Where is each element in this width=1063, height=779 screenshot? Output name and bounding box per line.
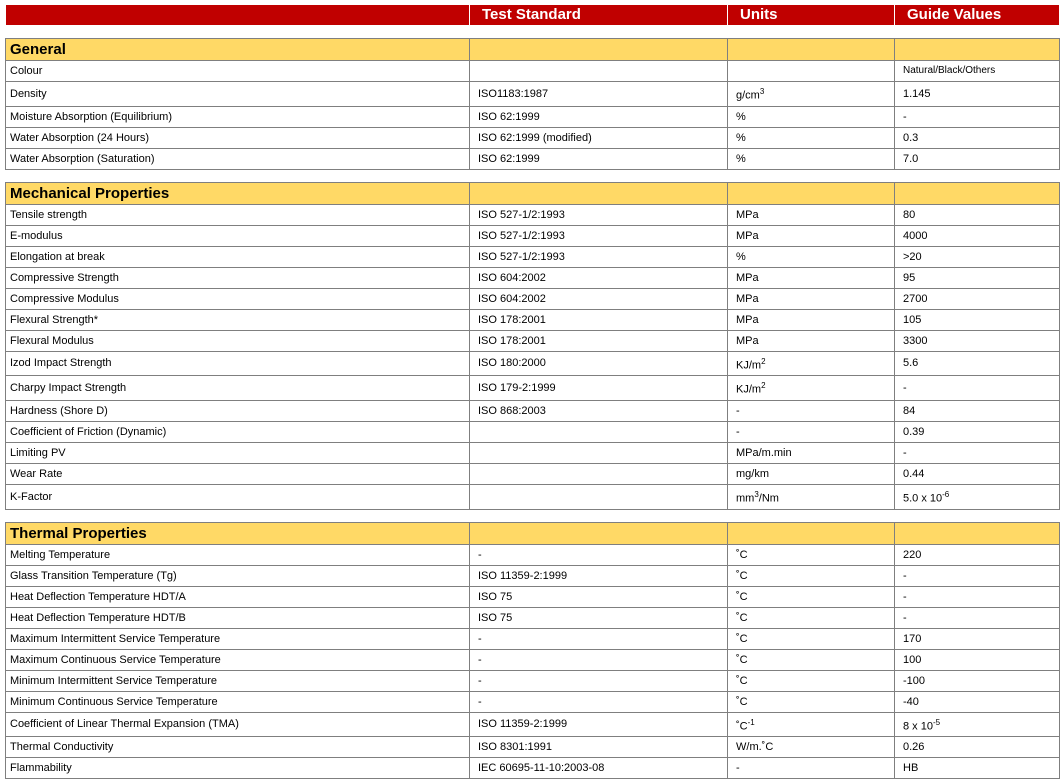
units-cell: $˚C^{-1}$ (728, 712, 895, 737)
units-cell: ˚C (728, 691, 895, 712)
property-cell: Coefficient of Linear Thermal Expansion (TMA) (6, 712, 470, 737)
property-cell: E-modulus (6, 225, 470, 246)
property-cell: Flammability (6, 758, 470, 779)
table-row (6, 463, 1060, 484)
table-row (6, 127, 1060, 148)
section-spacer (6, 26, 1060, 39)
section-header-cell (895, 522, 1060, 544)
test-standard-cell: - (470, 691, 728, 712)
table-row (6, 106, 1060, 127)
property-cell: Limiting PV (6, 442, 470, 463)
header-units: Units (728, 5, 895, 26)
table-row (6, 267, 1060, 288)
guide-value-cell: 7.0 (895, 148, 1060, 169)
property-cell: Maximum Intermittent Service Temperature (6, 628, 470, 649)
units-cell: ˚C (728, 670, 895, 691)
units-cell: MPa (728, 330, 895, 351)
test-standard-cell: ISO 604:2002 (470, 288, 728, 309)
guide-value-cell: - (895, 565, 1060, 586)
units-cell: MPa (728, 204, 895, 225)
spacer-cell (6, 509, 1060, 522)
guide-value-cell: Natural/Black/Others (895, 61, 1060, 82)
units-cell: ˚C (728, 628, 895, 649)
guide-value-cell: -40 (895, 691, 1060, 712)
section-spacer (6, 169, 1060, 182)
property-cell: K-Factor (6, 484, 470, 509)
test-standard-cell: - (470, 670, 728, 691)
guide-value-cell: HB (895, 758, 1060, 779)
property-cell: Heat Deflection Temperature HDT/B (6, 607, 470, 628)
units-cell: mg/km (728, 463, 895, 484)
units-cell: ˚C (728, 544, 895, 565)
guide-value-cell: 80 (895, 204, 1060, 225)
table-row (6, 204, 1060, 225)
units-cell: $KJ/m^2$ (728, 376, 895, 401)
units-cell: % (728, 246, 895, 267)
guide-value-cell: >20 (895, 246, 1060, 267)
guide-value-cell: 105 (895, 309, 1060, 330)
units-cell: ˚C (728, 586, 895, 607)
properties-sheet (5, 5, 1059, 779)
table-row (6, 484, 1060, 509)
table-header-row (6, 5, 1060, 26)
units-cell: MPa/m.min (728, 442, 895, 463)
test-standard-cell: ISO 62:1999 (470, 106, 728, 127)
test-standard-cell: ISO 11359-2:1999 (470, 712, 728, 737)
guide-value-cell: - (895, 586, 1060, 607)
table-row (6, 82, 1060, 107)
section-header-row (6, 39, 1060, 61)
test-standard-cell (470, 61, 728, 82)
guide-value-cell: 0.44 (895, 463, 1060, 484)
units-cell: % (728, 106, 895, 127)
property-cell: Charpy Impact Strength (6, 376, 470, 401)
test-standard-cell (470, 442, 728, 463)
section-header-cell (895, 39, 1060, 61)
units-cell: - (728, 758, 895, 779)
guide-value-cell: - (895, 376, 1060, 401)
units-cell: MPa (728, 288, 895, 309)
guide-value-cell: 170 (895, 628, 1060, 649)
table-row (6, 712, 1060, 737)
table-row (6, 400, 1060, 421)
property-cell: Tensile strength (6, 204, 470, 225)
guide-value-cell: 8 x $10^{-5}$ (895, 712, 1060, 737)
test-standard-cell: ISO 527-1/2:1993 (470, 204, 728, 225)
table-row (6, 544, 1060, 565)
property-cell: Minimum Continuous Service Temperature (6, 691, 470, 712)
units-cell: - (728, 421, 895, 442)
property-cell: Maximum Continuous Service Temperature (6, 649, 470, 670)
guide-value-cell: 1.145 (895, 82, 1060, 107)
table-row (6, 61, 1060, 82)
units-cell (728, 61, 895, 82)
table-row (6, 351, 1060, 376)
property-cell: Heat Deflection Temperature HDT/A (6, 586, 470, 607)
table-row (6, 737, 1060, 758)
property-cell: Minimum Intermittent Service Temperature (6, 670, 470, 691)
table-row (6, 246, 1060, 267)
guide-value-cell: 5.6 (895, 351, 1060, 376)
units-cell: MPa (728, 267, 895, 288)
table-row (6, 148, 1060, 169)
header-guide-values: Guide Values (895, 5, 1060, 26)
test-standard-cell: ISO 178:2001 (470, 309, 728, 330)
section-title: Thermal Properties (6, 522, 470, 544)
property-cell: Elongation at break (6, 246, 470, 267)
table-row (6, 421, 1060, 442)
test-standard-cell: ISO 527-1/2:1993 (470, 225, 728, 246)
property-cell: Izod Impact Strength (6, 351, 470, 376)
section-header-row (6, 522, 1060, 544)
section-header-cell (470, 522, 728, 544)
guide-value-cell: 100 (895, 649, 1060, 670)
property-cell: Compressive Strength (6, 267, 470, 288)
property-cell: Melting Temperature (6, 544, 470, 565)
table-row (6, 607, 1060, 628)
guide-value-cell: 0.3 (895, 127, 1060, 148)
property-cell: Flexural Strength* (6, 309, 470, 330)
header-property (6, 5, 470, 26)
test-standard-cell: ISO 527-1/2:1993 (470, 246, 728, 267)
table-row (6, 330, 1060, 351)
table-row (6, 288, 1060, 309)
table-row (6, 565, 1060, 586)
units-cell: $mm^3/Nm$ (728, 484, 895, 509)
property-cell: Flexural Modulus (6, 330, 470, 351)
property-cell: Thermal Conductivity (6, 737, 470, 758)
property-cell: Wear Rate (6, 463, 470, 484)
test-standard-cell: ISO 868:2003 (470, 400, 728, 421)
units-cell: % (728, 127, 895, 148)
guide-value-cell: - (895, 442, 1060, 463)
test-standard-cell: ISO 178:2001 (470, 330, 728, 351)
test-standard-cell (470, 463, 728, 484)
table-row (6, 586, 1060, 607)
property-cell: Hardness (Shore D) (6, 400, 470, 421)
test-standard-cell: ISO 179-2:1999 (470, 376, 728, 401)
guide-value-cell: 5.0 x $10^{-6}$ (895, 484, 1060, 509)
property-cell: Coefficient of Friction (Dynamic) (6, 421, 470, 442)
table-row (6, 758, 1060, 779)
guide-value-cell: 3300 (895, 330, 1060, 351)
section-title: Mechanical Properties (6, 182, 470, 204)
test-standard-cell: - (470, 649, 728, 670)
test-standard-cell: - (470, 544, 728, 565)
units-cell: % (728, 148, 895, 169)
properties-table (5, 5, 1060, 779)
guide-value-cell: 95 (895, 267, 1060, 288)
units-cell: MPa (728, 309, 895, 330)
properties-table-body (6, 5, 1060, 779)
table-row (6, 225, 1060, 246)
section-header-row (6, 182, 1060, 204)
spacer-cell (6, 26, 1060, 39)
units-cell: MPa (728, 225, 895, 246)
table-row (6, 649, 1060, 670)
guide-value-cell: 0.39 (895, 421, 1060, 442)
test-standard-cell: ISO 75 (470, 607, 728, 628)
test-standard-cell: ISO 180:2000 (470, 351, 728, 376)
test-standard-cell: ISO 62:1999 (470, 148, 728, 169)
test-standard-cell: ISO 62:1999 (modified) (470, 127, 728, 148)
test-standard-cell: IEC 60695-11-10:2003-08 (470, 758, 728, 779)
table-row (6, 442, 1060, 463)
section-spacer (6, 509, 1060, 522)
property-cell: Water Absorption (24 Hours) (6, 127, 470, 148)
property-cell: Moisture Absorption (Equilibrium) (6, 106, 470, 127)
units-cell: $g/cm^3$ (728, 82, 895, 107)
test-standard-cell (470, 484, 728, 509)
units-cell: ˚C (728, 565, 895, 586)
test-standard-cell: ISO1183:1987 (470, 82, 728, 107)
guide-value-cell: 84 (895, 400, 1060, 421)
section-header-cell (470, 39, 728, 61)
property-cell: Colour (6, 61, 470, 82)
section-title: General (6, 39, 470, 61)
test-standard-cell: ISO 11359-2:1999 (470, 565, 728, 586)
property-cell: Compressive Modulus (6, 288, 470, 309)
table-row (6, 670, 1060, 691)
guide-value-cell: - (895, 607, 1060, 628)
table-row (6, 628, 1060, 649)
test-standard-cell: ISO 75 (470, 586, 728, 607)
test-standard-cell (470, 421, 728, 442)
guide-value-cell: 220 (895, 544, 1060, 565)
property-cell: Density (6, 82, 470, 107)
guide-value-cell: 2700 (895, 288, 1060, 309)
section-header-cell (728, 522, 895, 544)
guide-value-cell: - (895, 106, 1060, 127)
section-header-cell (728, 39, 895, 61)
units-cell: ˚C (728, 649, 895, 670)
table-row (6, 691, 1060, 712)
table-row (6, 309, 1060, 330)
test-standard-cell: ISO 604:2002 (470, 267, 728, 288)
section-header-cell (728, 182, 895, 204)
units-cell: ˚C (728, 607, 895, 628)
guide-value-cell: 4000 (895, 225, 1060, 246)
test-standard-cell: ISO 8301:1991 (470, 737, 728, 758)
spacer-cell (6, 169, 1060, 182)
section-header-cell (895, 182, 1060, 204)
guide-value-cell: 0.26 (895, 737, 1060, 758)
property-cell: Glass Transition Temperature (Tg) (6, 565, 470, 586)
units-cell: - (728, 400, 895, 421)
property-cell: Water Absorption (Saturation) (6, 148, 470, 169)
table-row (6, 376, 1060, 401)
units-cell: $KJ/m^2$ (728, 351, 895, 376)
units-cell: W/m.˚C (728, 737, 895, 758)
guide-value-cell: -100 (895, 670, 1060, 691)
test-standard-cell: - (470, 628, 728, 649)
section-header-cell (470, 182, 728, 204)
header-test-standard: Test Standard (470, 5, 728, 26)
